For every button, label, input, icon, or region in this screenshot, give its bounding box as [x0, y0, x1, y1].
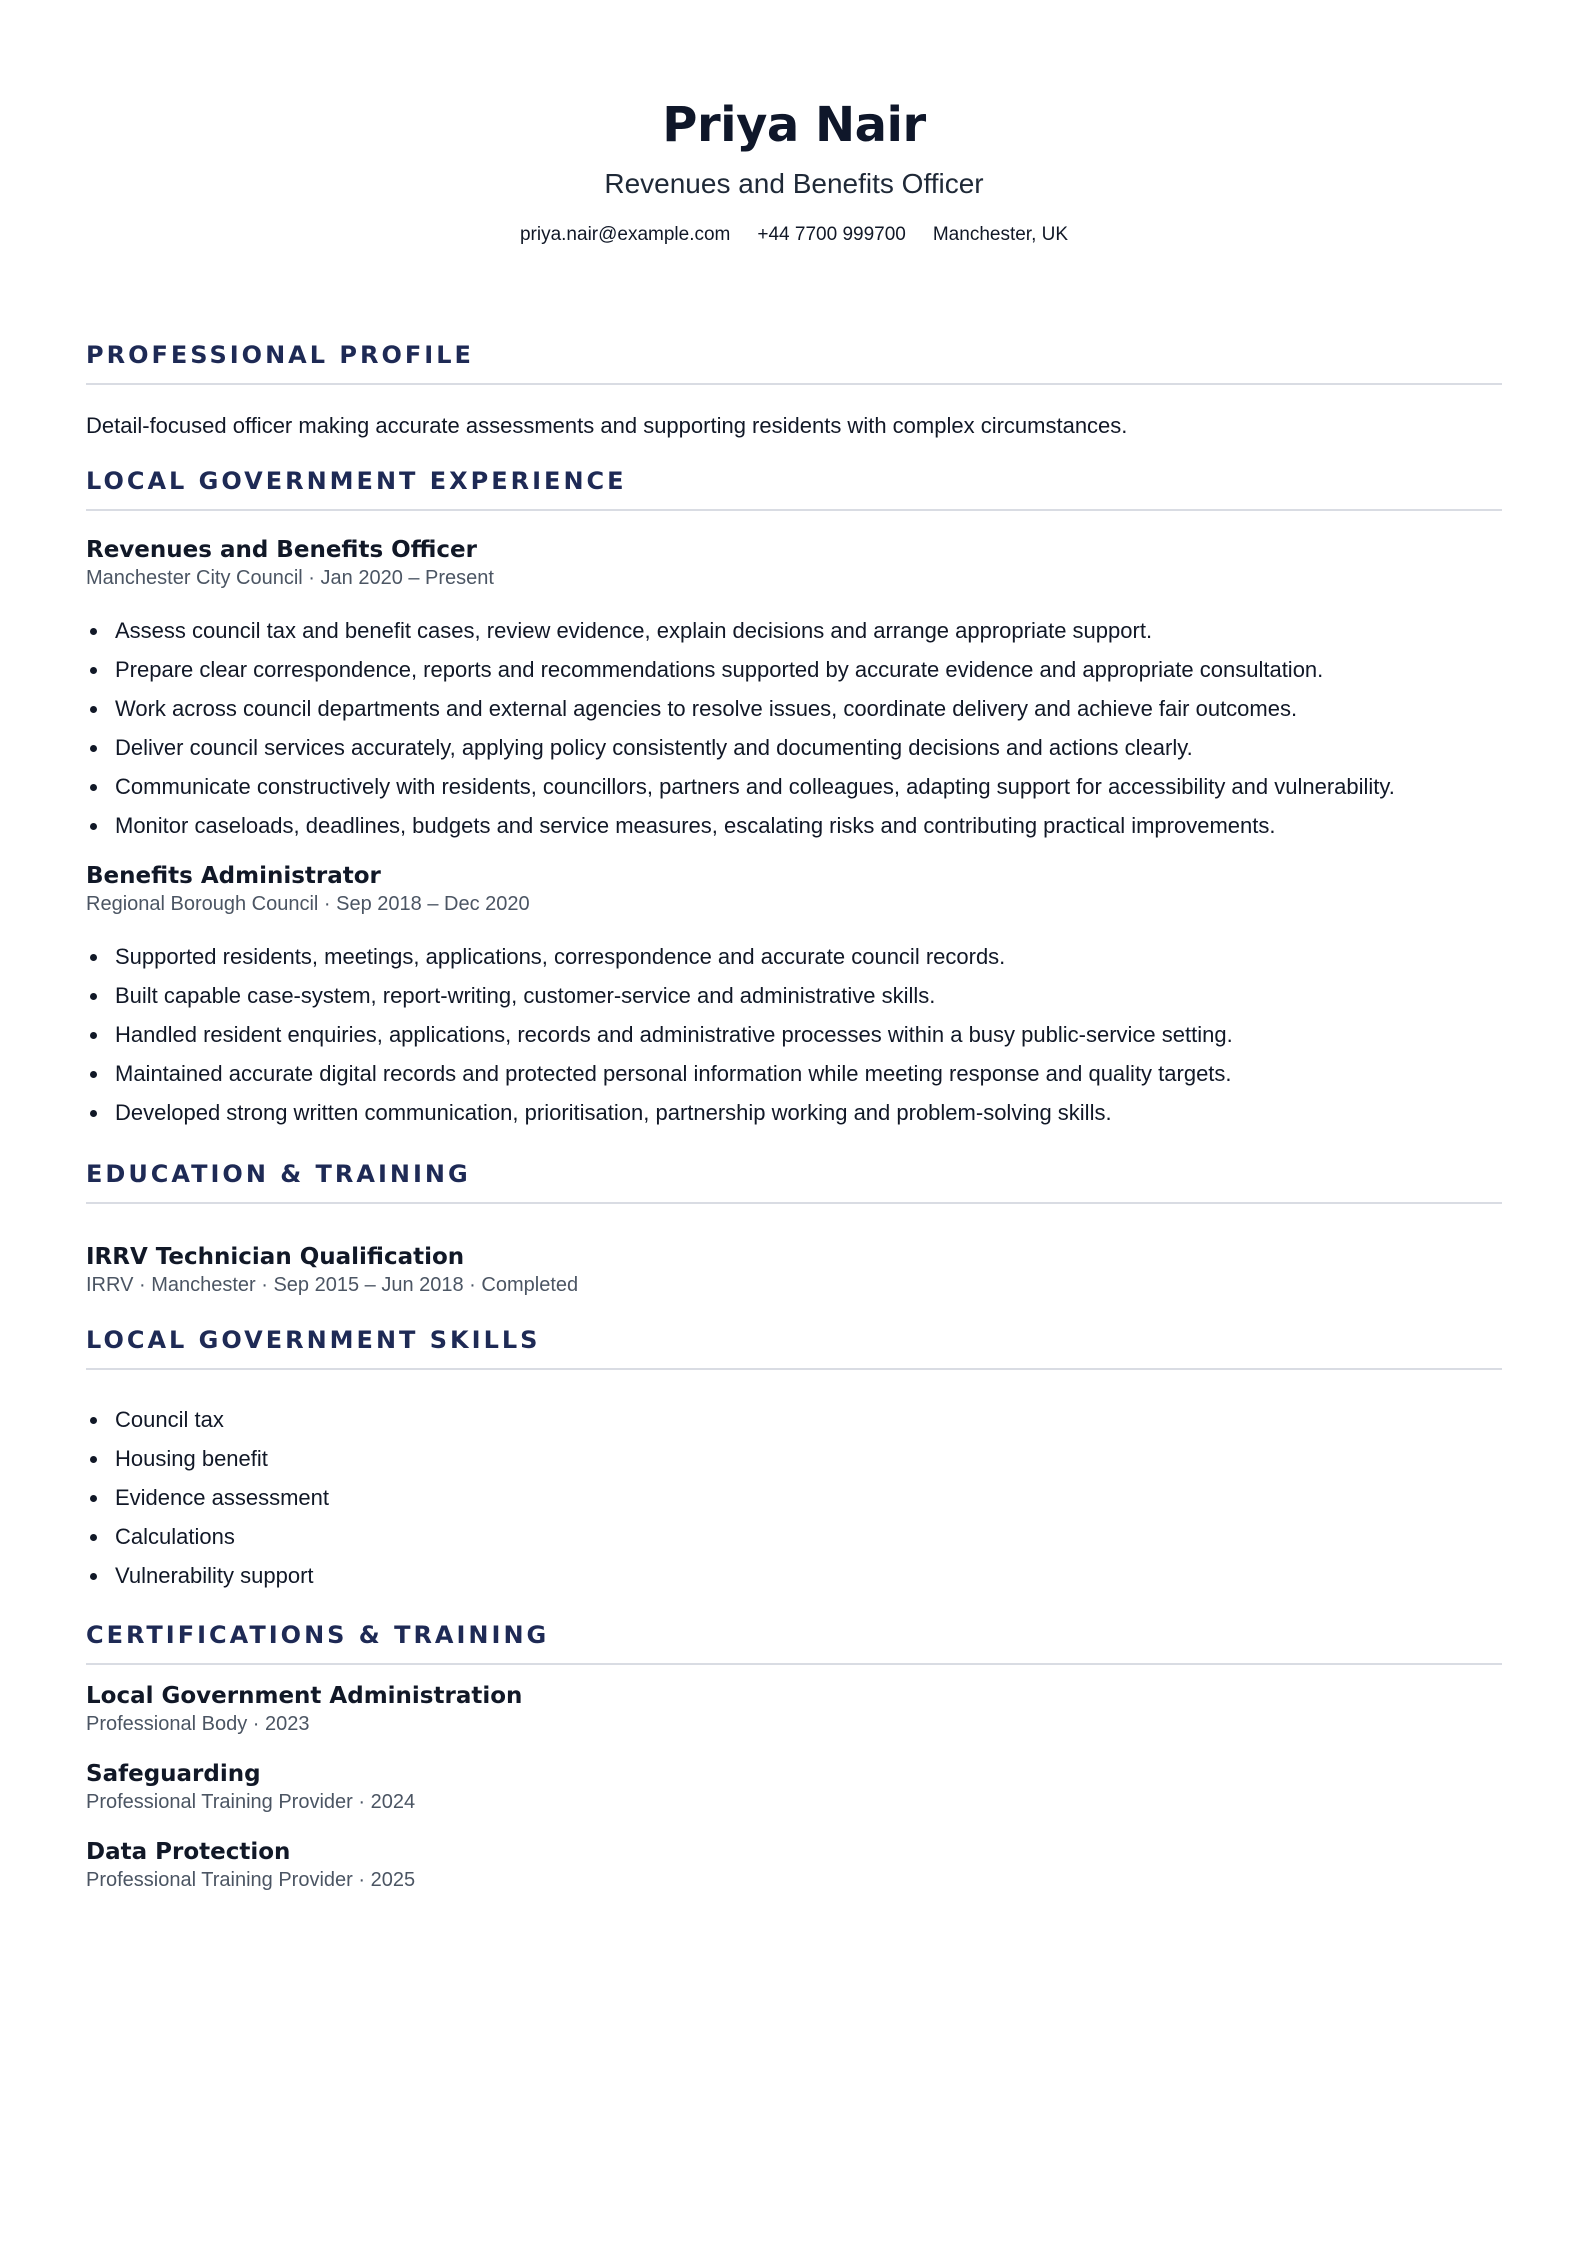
contact-location: Manchester, UK	[932, 224, 1069, 245]
skill-item: Calculations	[86, 1517, 1502, 1556]
section-heading: LOCAL GOVERNMENT EXPERIENCE	[86, 467, 1502, 511]
education-meta: IRRV · Manchester · Sep 2015 – Jun 2018 · Completed	[86, 1274, 579, 1296]
skills-section	[86, 1326, 1502, 1595]
job-bullets	[86, 611, 1502, 845]
candidate-role: Revenues and Benefits Officer	[604, 168, 984, 199]
education-section	[86, 1160, 1502, 1298]
section-heading: EDUCATION & TRAINING	[86, 1160, 1502, 1204]
certification-title: Safeguarding	[86, 1761, 261, 1787]
list-item: Communicate constructively with residents, councillors, partners and colleagues, adapting support for accessibility and vulnerability.	[86, 767, 1502, 806]
job-meta: Manchester City Council · Jan 2020 – Present	[86, 567, 494, 589]
skills-list	[86, 1400, 1502, 1595]
certification-title: Local Government Administration	[86, 1683, 523, 1709]
list-item: Monitor caseloads, deadlines, budgets and service measures, escalating risks and contributing practical improvements.	[86, 806, 1502, 845]
job-bullets	[86, 937, 1502, 1132]
candidate-name: Priya Nair	[662, 97, 926, 153]
list-item: Maintained accurate digital records and protected personal information while meeting response and quality targets.	[86, 1054, 1502, 1093]
education-entry	[86, 1242, 1502, 1298]
list-item: Built capable case-system, report-writing, customer-service and administrative skills.	[86, 976, 1502, 1015]
experience-section	[86, 467, 1502, 1132]
certification-meta: Professional Training Provider · 2024	[86, 1791, 416, 1813]
profile-section	[86, 341, 1502, 441]
skill-item: Vulnerability support	[86, 1556, 1502, 1595]
contact-line	[86, 223, 1502, 247]
list-item: Deliver council services accurately, applying policy consistently and documenting decisions and actions clearly.	[86, 728, 1502, 767]
section-heading: LOCAL GOVERNMENT SKILLS	[86, 1326, 1502, 1370]
certification-entry	[86, 1759, 1502, 1815]
resume-header	[86, 0, 1502, 247]
list-item: Assess council tax and benefit cases, review evidence, explain decisions and arrange appropriate support.	[86, 611, 1502, 650]
list-item: Work across council departments and external agencies to resolve issues, coordinate delivery and achieve fair outcomes.	[86, 689, 1502, 728]
certification-entry	[86, 1681, 1502, 1737]
list-item: Supported residents, meetings, applications, correspondence and accurate council records.	[86, 937, 1502, 976]
job-title: Benefits Administrator	[86, 863, 381, 889]
skill-item: Housing benefit	[86, 1439, 1502, 1478]
section-heading: CERTIFICATIONS & TRAINING	[86, 1621, 1502, 1665]
certification-meta: Professional Training Provider · 2025	[86, 1869, 416, 1891]
certification-title: Data Protection	[86, 1839, 291, 1865]
contact-phone[interactable]: +44 7700 999700	[757, 224, 906, 245]
job-title: Revenues and Benefits Officer	[86, 537, 477, 563]
education-title: IRRV Technician Qualification	[86, 1244, 465, 1270]
job-meta: Regional Borough Council · Sep 2018 – Dec 2020	[86, 893, 530, 915]
skill-item: Evidence assessment	[86, 1478, 1502, 1517]
profile-summary: Detail-focused officer making accurate assessments and supporting residents with complex circumstances.	[86, 413, 1128, 438]
certification-meta: Professional Body · 2023	[86, 1713, 310, 1735]
list-item: Handled resident enquiries, applications, records and administrative processes within a busy public-service setting.	[86, 1015, 1502, 1054]
list-item: Developed strong written communication, prioritisation, partnership working and problem-solving skills.	[86, 1093, 1502, 1132]
contact-email[interactable]: priya.nair@example.com	[519, 224, 731, 245]
list-item: Prepare clear correspondence, reports and recommendations supported by accurate evidence and appropriate consultation.	[86, 650, 1502, 689]
certification-entry	[86, 1837, 1502, 1893]
job-entry	[86, 861, 1502, 1132]
certifications-section	[86, 1621, 1502, 1893]
job-entry	[86, 535, 1502, 845]
section-heading: PROFESSIONAL PROFILE	[86, 341, 1502, 385]
skill-item: Council tax	[86, 1400, 1502, 1439]
